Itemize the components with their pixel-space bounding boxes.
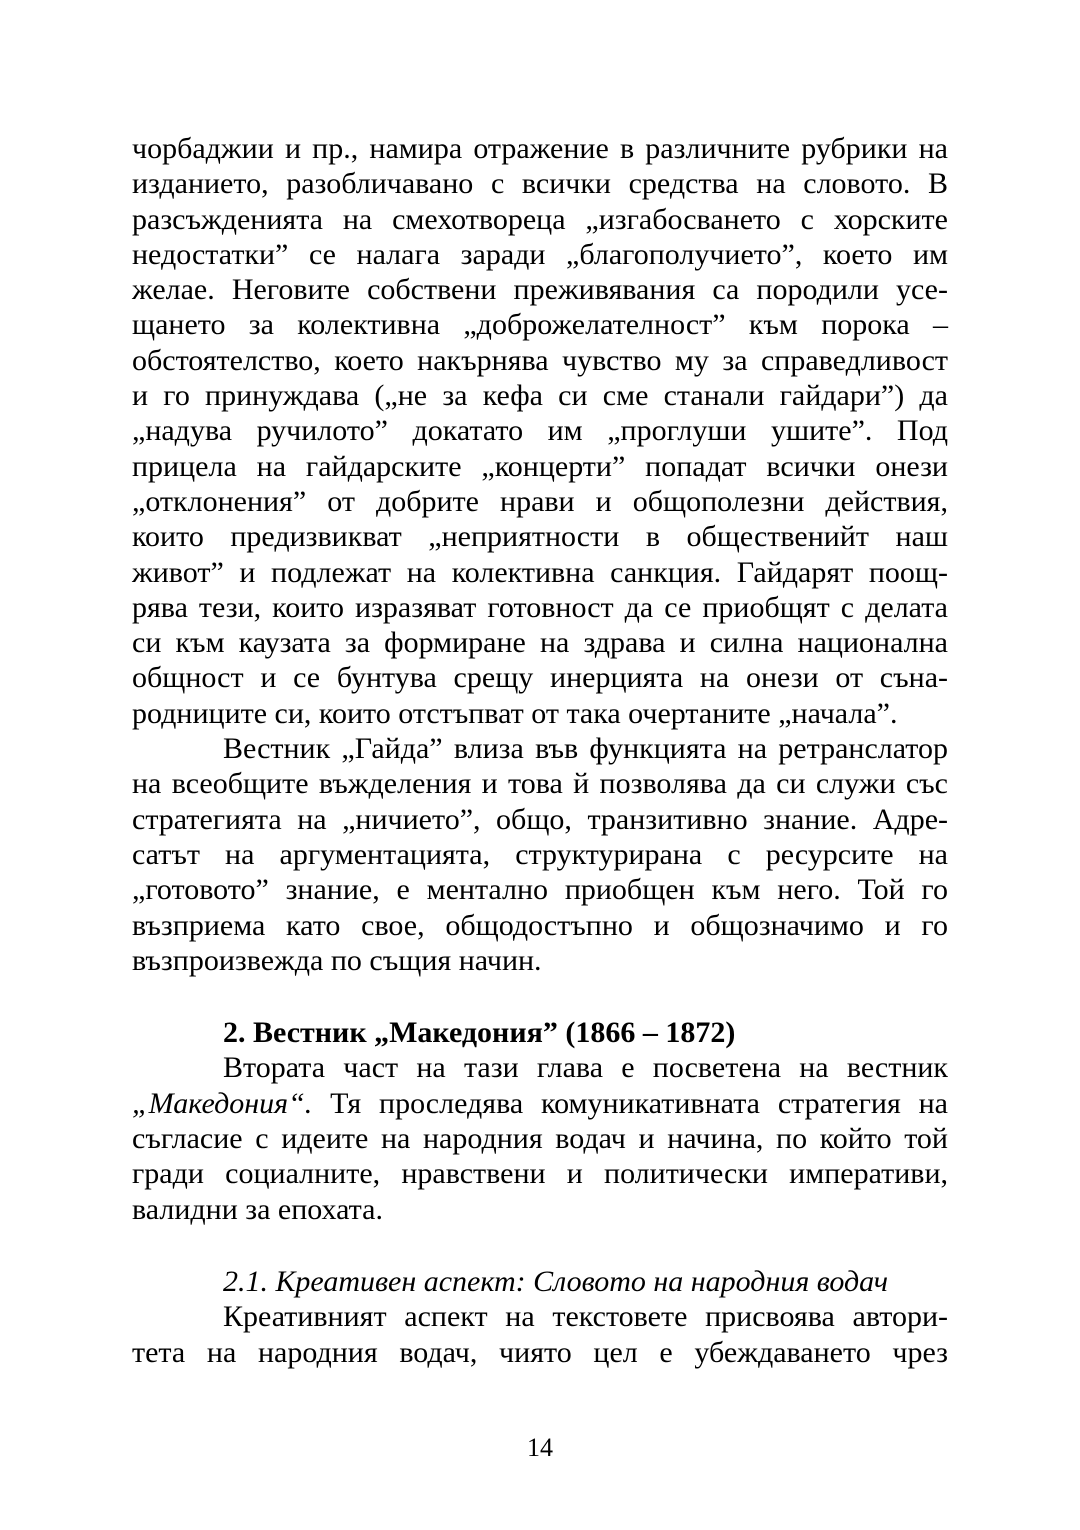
page-number: 14	[527, 1433, 553, 1462]
text-line: си към каузата за формиране на здрава и силна национална	[132, 626, 948, 660]
text-line: гради социалните, нравствени и политически императиви,	[132, 1157, 948, 1191]
text-line: родниците си, които отстъпват от така очертаните „начала”.	[132, 696, 898, 730]
text-line: изданието, разобличавано с всички средства на словото. В	[132, 167, 948, 201]
text-line: тета на народния водач, чиято цел е убеждаването чрез	[132, 1335, 948, 1369]
text-line: на всеобщите въжделения и това й позволява да си служи със	[132, 767, 948, 801]
text-line: Вестник „Гайда” влиза във функцията на ретранслатор	[223, 732, 948, 766]
text-line: рява тези, които изразяват готовност да се приобщят с делата	[132, 590, 948, 624]
text-line: Втората част на тази глава е посветена на вестник	[223, 1051, 948, 1085]
text-line: и го принуждава („не за кефа си сме станали гайдари”) да	[132, 379, 948, 413]
paragraph	[132, 1050, 948, 1226]
text-line: недостатки” се налага заради „благополучието”, което им	[132, 237, 948, 271]
text-line: щането за колективна „доброжелателност” към порока –	[132, 308, 948, 342]
text-line: живот” и подлежат на колективна санкция. Гайдарят поощ-	[132, 555, 948, 589]
text-fragment: Тя проследява комуникативната стратегия на	[312, 1086, 948, 1120]
text-line: „надува ручилото” докатато им „проглуши ушите”. Под	[132, 414, 948, 448]
paragraph	[132, 731, 948, 978]
text-line: разсъжденията на смехотвореца „изгабосването с хорските	[132, 202, 948, 236]
text-line: обстоятелство, което накърнява чувство му за справедливост	[132, 343, 948, 377]
text-line: Креативният аспект на текстовете присвоява автори-	[223, 1300, 948, 1334]
page-body	[132, 131, 948, 1370]
paragraph	[132, 131, 948, 731]
text-line: стратегията на „ничието”, общо, транзитивно знание. Адре-	[132, 802, 948, 836]
text-line: валидни за епохата.	[132, 1192, 383, 1226]
text-line: прицела на гайдарските „концерти” попадат всички онези	[132, 449, 948, 483]
text-line: съгласие с идеите на народния водач и начина, по който той	[132, 1122, 948, 1156]
subsection-heading: 2.1. Креативен аспект: Словото на народния водач	[223, 1264, 889, 1298]
spacer	[132, 1227, 948, 1264]
text-line: възпроизвежда по същия начин.	[132, 943, 542, 977]
spacer	[132, 978, 948, 1015]
text-line: чорбаджии и пр., намира отражение в различните рубрики на	[132, 132, 948, 165]
text-line	[132, 1086, 948, 1121]
text-line: възприема като свое, общодостъпно и общозначимо и го	[132, 908, 948, 942]
paragraph	[132, 1299, 948, 1370]
text-line: общност и се бунтува срещу инерцията на онези от съна-	[132, 661, 948, 695]
newspaper-title: „Македония“.	[132, 1086, 313, 1120]
text-line: които предизвикват „неприятности в общественийт наш	[132, 520, 948, 554]
text-line: „отклонения” от добрите нрави и общополезни действия,	[132, 484, 948, 518]
text-line: сатът на аргументацията, структурирана с ресурсите на	[132, 837, 948, 871]
text-line: желае. Неговите собствени преживявания са породили усе-	[132, 273, 948, 307]
section-heading: 2. Вестник „Македония” (1866 – 1872)	[223, 1016, 736, 1050]
text-line: „готовото” знание, е ментално приобщен към него. Той го	[132, 873, 948, 907]
